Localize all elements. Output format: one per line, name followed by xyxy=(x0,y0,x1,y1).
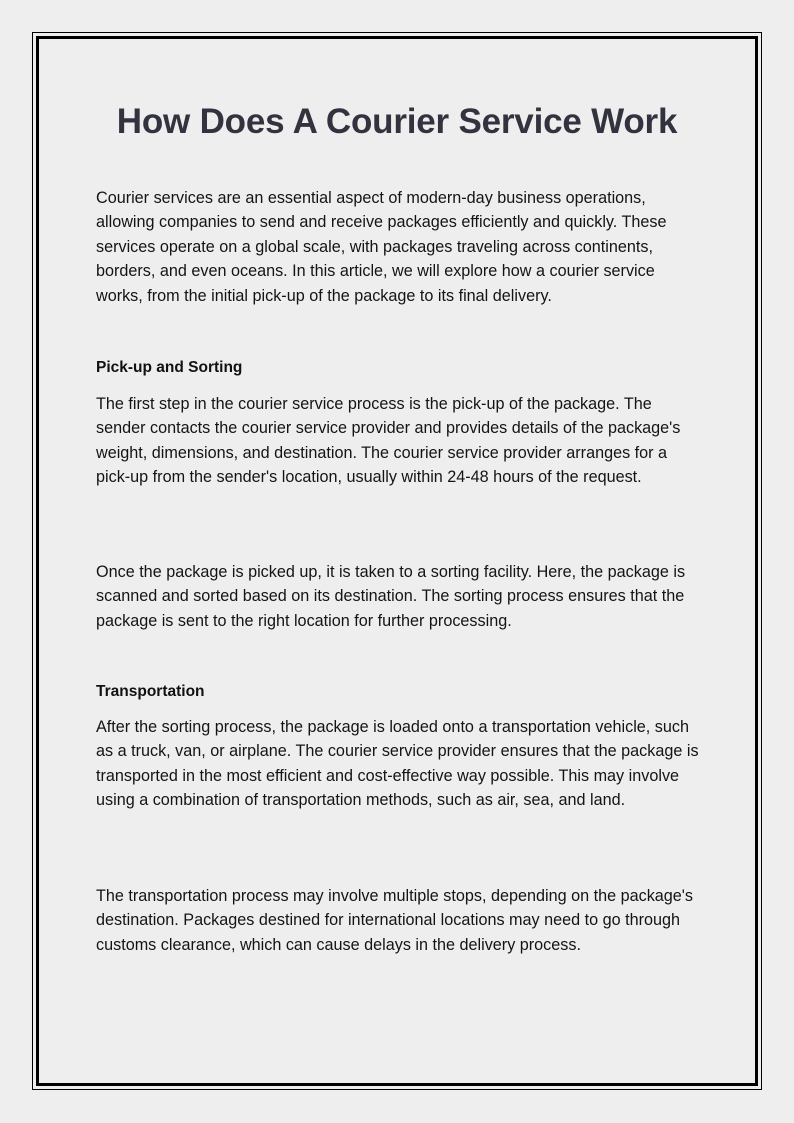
section-heading-transportation: Transportation xyxy=(96,683,205,700)
transportation-paragraph-1: After the sorting process, the package is loaded onto a transportation vehicle, such as a truck, van, or airplane. The courier service provider ensures that the package is transported in the most efficient and cost-effective way possible. This may involve using a combination of transportation methods, such as air, sea, and land. xyxy=(96,718,699,810)
pickup-paragraph-2: Once the package is picked up, it is taken to a sorting facility. Here, the package is scanned and sorted based on its destination. The sorting process ensures that the package is sent to the right location for further processing. xyxy=(96,563,686,630)
document-title: How Does A Courier Service Work xyxy=(116,102,678,141)
transportation-paragraph-2: The transportation process may involve multiple stops, depending on the package's destination. Packages destined for international locations may need to go through customs clearance, which can cause delays in the delivery process. xyxy=(96,887,693,954)
intro-paragraph: Courier services are an essential aspect of modern-day business operations, allowing companies to send and receive packages efficiently and quickly. These services operate on a global scale, with packages traveling across continents, borders, and even oceans. In this article, we will explore how a courier service works, from the initial pick-up of the package to its final delivery. xyxy=(96,189,667,305)
section-heading-pickup-sorting: Pick-up and Sorting xyxy=(96,359,243,376)
pickup-paragraph-1: The first step in the courier service process is the pick-up of the package. The sender contacts the courier service provider and provides details of the package's weight, dimensions, and destination. The courier service provider arranges for a pick-up from the sender's location, usually within 24-48 hours of the request. xyxy=(96,395,681,487)
